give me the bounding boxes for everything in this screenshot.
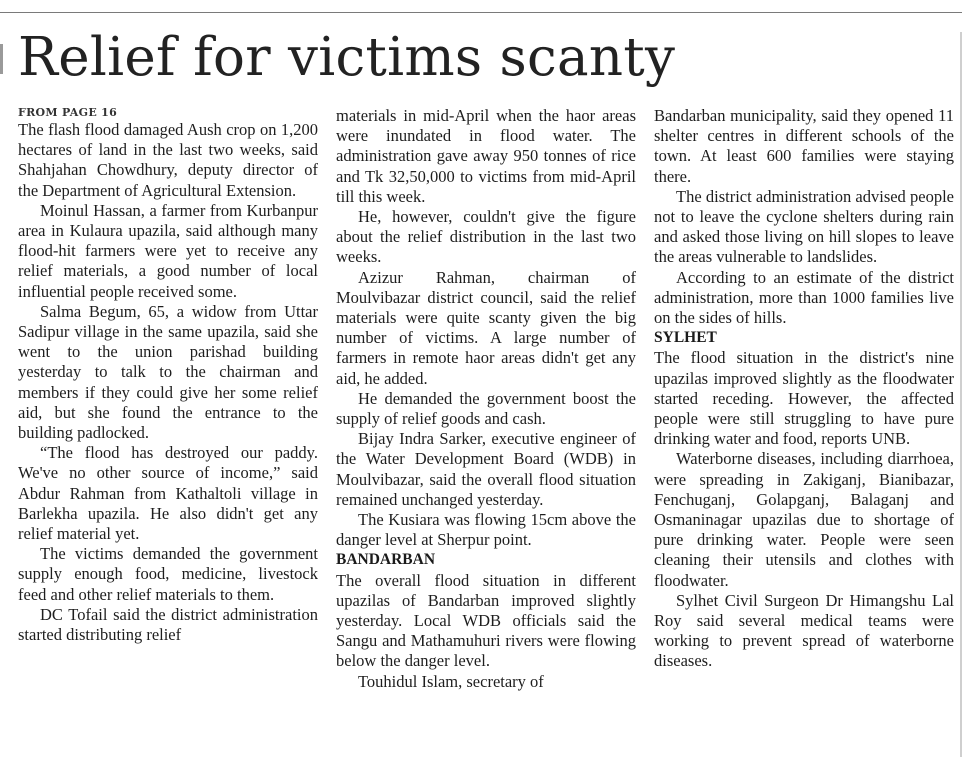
paragraph: “The flood has destroyed our paddy. We've no other source of income,” said Abdur Rahman from Kathaltoli village in Barlekha upazila. He also didn't get any relief material yet.: [18, 443, 318, 544]
paragraph: The victims demanded the government supply enough food, medicine, livestock feed and other relief materials to them.: [18, 544, 318, 604]
continued-paragraph: Bandarban municipality, said they opened 11 shelter centres in different schools of the town. At least 600 families were staying there.: [654, 106, 954, 186]
paragraph: Salma Begum, 65, a widow from Uttar Sadipur village in the same upazila, said she went to the union parishad building yesterday to talk to the chairman and members if they could give her some relief aid, but she found the entrance to the building padlocked.: [18, 301, 318, 443]
paragraph: The Kusiara was flowing 15cm above the danger level at Sherpur point.: [336, 510, 636, 550]
article-column-1: [18, 106, 318, 752]
paragraph: Azizur Rahman, chairman of Moulvibazar district council, said the relief materials were quite scanty given the big number of victims. A large number of farmers in remote haor areas didn't get any aid, he added.: [336, 267, 636, 388]
paragraph: DC Tofail said the district administration started distributing relief: [18, 604, 318, 645]
paragraph: Waterborne diseases, including diarrhoea, were spreading in Zakiganj, Bianibazar, Fenchuganj, Golapganj, Balaganj and Osmaninagar upazilas due to shortage of pure drinking water. People were seen cleaning their utensils and clothes with floodwater.: [654, 449, 954, 590]
paragraph: The flood situation in the district's nine upazilas improved slightly as the floodwater started receding. However, the affected people were still struggling to have pure drinking water and food, reports UNB.: [654, 348, 954, 449]
paragraph: According to an estimate of the district administration, more than 1000 families live on the sides of hills.: [654, 267, 954, 328]
headline: Relief for victims scanty: [18, 27, 676, 88]
paragraph: He demanded the government boost the supply of relief goods and cash.: [336, 388, 636, 429]
paragraph: Touhidul Islam, secretary of: [358, 671, 544, 691]
paragraph: The overall flood situation in different upazilas of Bandarban improved slightly yesterday. Local WDB officials said the Sangu and Mathamuhuri rivers were flowing below the danger level.: [336, 570, 636, 671]
top-rule: [0, 12, 962, 13]
paragraph: The district administration advised people not to leave the cyclone shelters during rain and asked those living on hill slopes to leave the areas vulnerable to landslides.: [654, 186, 954, 267]
paragraph: Bijay Indra Sarker, executive engineer of the Water Development Board (WDB) in Moulvibazar, said the overall flood situation remained unchanged yesterday.: [336, 429, 636, 509]
paragraph: He, however, couldn't give the figure about the relief distribution in the last two weeks.: [336, 207, 636, 267]
left-margin-mark: [0, 44, 3, 74]
subhead-bandarban: BANDARBAN: [336, 551, 436, 569]
subhead-sylhet: SYLHET: [654, 329, 717, 347]
continued-paragraph: materials in mid-April when the haor areas were inundated in flood water. The administration gave away 950 tonnes of rice and Tk 32,50,000 to victims from mid-April till this week.: [336, 106, 636, 206]
jump-line: FROM PAGE 16: [18, 106, 118, 119]
article-column-2: [336, 106, 636, 752]
paragraph: Sylhet Civil Surgeon Dr Himangshu Lal Roy said several medical teams were working to prevent spread of waterborne diseases.: [654, 590, 954, 671]
paragraph: Moinul Hassan, a farmer from Kurbanpur area in Kulaura upazila, said although many flood-hit farmers were yet to receive any relief materials, a good number of local influential people received some.: [18, 200, 318, 301]
article-column-3: [654, 106, 954, 752]
paragraph: The flash flood damaged Aush crop on 1,200 hectares of land in the last two weeks, said Shahjahan Chowdhury, deputy director of the Department of Agricultural Extension.: [18, 120, 318, 200]
